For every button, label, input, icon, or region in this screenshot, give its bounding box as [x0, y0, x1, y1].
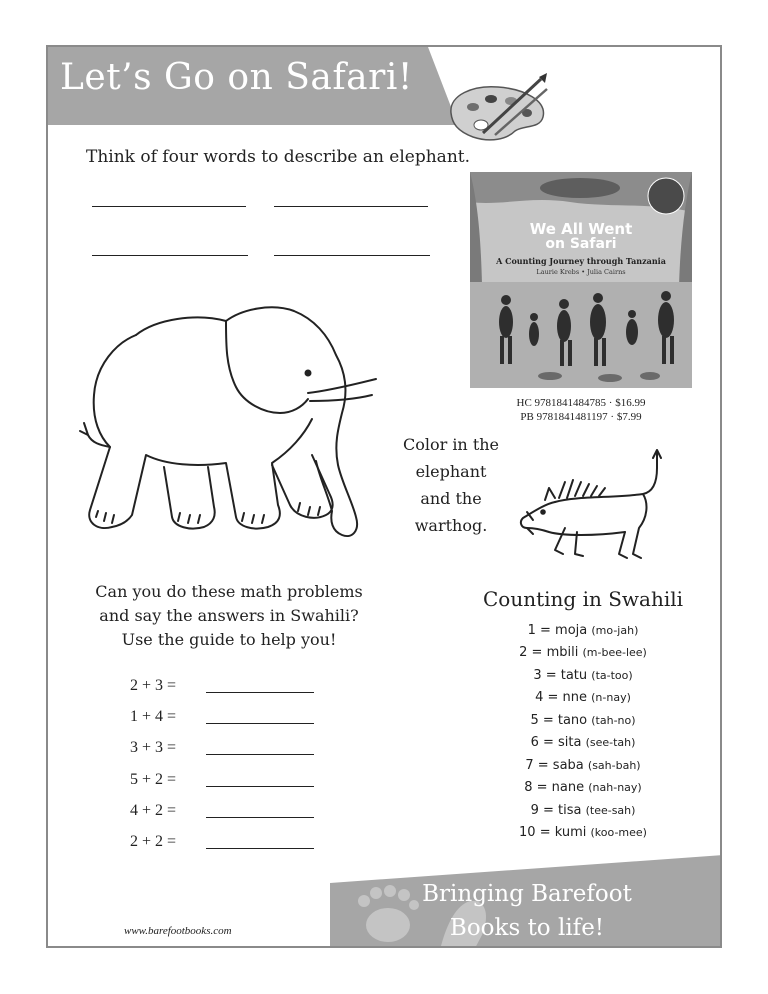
math-intro-line: and say the answers in Swahili?	[99, 606, 359, 625]
describe-blank-1[interactable]	[92, 206, 246, 207]
coloring-line: warthog.	[414, 516, 488, 535]
book-title-line-2: on Safari	[545, 236, 617, 252]
swahili-count-row	[468, 825, 698, 840]
swahili-word: 10 = kumi	[519, 825, 587, 840]
swahili-word: 9 = tisa	[530, 803, 582, 818]
math-answer-line[interactable]	[206, 723, 314, 724]
math-answer-line[interactable]	[206, 692, 314, 693]
math-answer-line[interactable]	[206, 817, 314, 818]
describe-prompt: Think of four words to describe an elephant.	[86, 147, 471, 167]
coloring-line: Color in the	[402, 435, 500, 454]
website-link[interactable]: www.barefootbooks.com	[124, 925, 232, 937]
swahili-count-row	[468, 623, 698, 638]
swahili-word: 4 = nne	[535, 690, 587, 705]
math-intro-line: Use the guide to help you!	[121, 630, 337, 649]
swahili-count-row	[468, 758, 698, 773]
coloring-line: and the	[420, 489, 482, 508]
math-problem: 3 + 3 =	[130, 739, 177, 756]
swahili-pronunciation: (see-tah)	[585, 736, 636, 749]
math-instructions	[84, 580, 374, 652]
describe-blank-3[interactable]	[92, 255, 248, 256]
swahili-count-row	[468, 780, 698, 795]
swahili-pronunciation: (tah-no)	[591, 714, 636, 727]
swahili-word: 8 = nane	[524, 780, 585, 795]
coloring-instructions	[396, 431, 506, 539]
swahili-pronunciation: (koo-mee)	[590, 826, 647, 839]
swahili-pronunciation: (mo-jah)	[591, 624, 639, 637]
swahili-word: 5 = tano	[530, 713, 588, 728]
swahili-word: 1 = moja	[527, 623, 588, 638]
swahili-count-row	[468, 645, 698, 660]
math-problem: 2 + 2 =	[130, 833, 177, 850]
tagline-line-1: Bringing Barefoot	[422, 881, 632, 907]
book-authors: Laurie Krebs • Julia Cairns	[536, 268, 626, 276]
book-cover-art	[470, 172, 692, 388]
swahili-pronunciation: (ta-too)	[591, 669, 633, 682]
book-cover	[470, 172, 692, 388]
isbn-paperback: PB 9781841481197 · $7.99	[520, 411, 642, 423]
paint-palette-icon	[443, 73, 553, 145]
swahili-title: Counting in Swahili	[482, 587, 684, 611]
tagline-line-2: Books to life!	[449, 915, 605, 941]
math-problem: 1 + 4 =	[130, 708, 177, 725]
describe-blank-4[interactable]	[274, 255, 430, 256]
swahili-pronunciation: (nah-nay)	[588, 781, 642, 794]
swahili-word: 6 = sita	[530, 735, 582, 750]
swahili-word: 7 = saba	[525, 758, 584, 773]
isbn-hardcover: HC 9781841484785 · $16.99	[516, 397, 646, 409]
elephant-illustration	[76, 295, 386, 545]
math-problem: 4 + 2 =	[130, 802, 177, 819]
math-answer-line[interactable]	[206, 848, 314, 849]
swahili-word: 2 = mbili	[519, 645, 579, 660]
swahili-pronunciation: (tee-sah)	[585, 804, 636, 817]
coloring-line: elephant	[415, 462, 487, 481]
warthog-illustration	[515, 442, 675, 572]
swahili-count-row	[468, 803, 698, 818]
math-answer-line[interactable]	[206, 754, 314, 755]
swahili-count-row	[468, 713, 698, 728]
math-problem: 2 + 3 =	[130, 677, 177, 694]
math-problem: 5 + 2 =	[130, 771, 177, 788]
page-title: Let’s Go on Safari!	[60, 57, 413, 98]
math-intro-line: Can you do these math problems	[95, 582, 363, 601]
swahili-count-row	[468, 690, 698, 705]
swahili-word: 3 = tatu	[533, 668, 588, 683]
book-subtitle: A Counting Journey through Tanzania	[496, 256, 666, 266]
footer-tagline	[330, 877, 722, 945]
swahili-pronunciation: (m-bee-lee)	[582, 646, 647, 659]
describe-blank-2[interactable]	[274, 206, 428, 207]
swahili-count-row	[468, 735, 698, 750]
swahili-pronunciation: (n-nay)	[591, 691, 631, 704]
swahili-pronunciation: (sah-bah)	[587, 759, 641, 772]
swahili-count-row	[468, 668, 698, 683]
worksheet	[46, 45, 722, 948]
book-title-line-1: We All Went	[529, 220, 633, 238]
math-answer-line[interactable]	[206, 786, 314, 787]
